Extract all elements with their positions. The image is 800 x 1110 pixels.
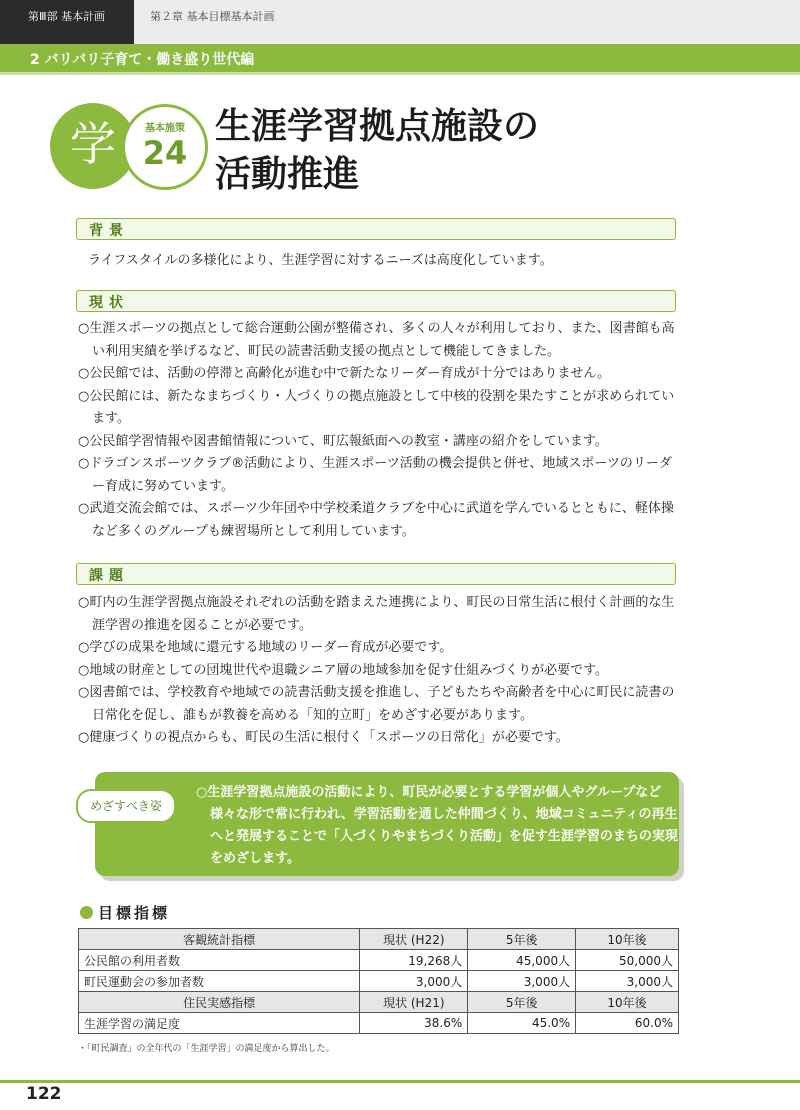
footer-divider xyxy=(0,1080,800,1083)
list-item: ○公民館には、新たなまちづくり・人づくりの拠点施設として中核的役割を果たすことが求められています。 xyxy=(78,388,675,426)
table-cell: 45,000人 xyxy=(468,950,576,971)
list-item: ○地域の財産としての団塊世代や退職シニア層の地域参加を促す仕組みづくりが必要です。 xyxy=(78,662,609,678)
section-title: 2 バリバリ子育て・働き盛り世代編 xyxy=(30,52,255,68)
title-line-2: 活動推進 xyxy=(215,154,360,195)
table-cell: 3,000人 xyxy=(468,971,576,992)
list-item: ○公民館学習情報や図書館情報について、町広報紙面への教室・講座の紹介をしています。 xyxy=(78,433,608,449)
list-item: ○生涯スポーツの拠点として総合運動公園が整備され、多くの人々が利用しており、また、図書館も高い利用実績を挙げるなど、町民の読書活動支援の拠点として機能してきました。 xyxy=(78,321,675,359)
table-cell: 60.0% xyxy=(576,1013,679,1034)
current-heading: 現状 xyxy=(89,295,129,311)
table-cell: 町民運動会の参加者数 xyxy=(79,971,360,992)
table-cell: 3,000人 xyxy=(576,971,679,992)
title-line-1: 生涯学習拠点施設の xyxy=(215,106,540,147)
indicators-title: 目標指標 xyxy=(98,904,171,922)
list-item: ○公民館では、活動の停滞と高齢化が進む中で新たなリーダー育成が十分ではありません。 xyxy=(78,366,611,381)
table-header-cell: 5年後 xyxy=(468,992,576,1013)
table-row xyxy=(79,1013,679,1034)
table-header-cell: 現状 (H22) xyxy=(360,929,468,950)
background-text: ライフスタイルの多様化により、生涯学習に対するニーズは高度化しています。 xyxy=(88,253,553,268)
table-row xyxy=(79,971,679,992)
issues-heading-box xyxy=(76,563,676,585)
chapter-label: 第２章 基本目標基本計画 xyxy=(150,10,275,23)
table-header-row xyxy=(79,929,679,950)
table-cell: 45.0% xyxy=(468,1013,576,1034)
current-heading-box xyxy=(76,290,676,312)
table-header-cell: 現状 (H21) xyxy=(360,992,468,1013)
background-heading-box xyxy=(76,218,676,240)
page-title xyxy=(215,103,539,199)
table-header-cell: 10年後 xyxy=(576,929,679,950)
goal-text: ○生涯学習拠点施設の活動により、町民が必要とする学習が個人やグループなど様々な形で常に行われ、学習活動を通した仲間づくり、地域コミュニティの再生へと発展することで「人づくりやまちづくり活動」を促す生涯学習のまちの実現をめざします。 xyxy=(196,785,678,866)
issues-list xyxy=(78,592,682,750)
list-item: ○武道交流会館では、スポーツ少年団や中学校柔道クラブを中心に武道を学んでいるとともに、軽体操など多くのグループも練習場所として利用しています。 xyxy=(78,501,674,539)
page-number: 122 xyxy=(26,1084,62,1104)
table-cell: 生涯学習の満足度 xyxy=(79,1013,360,1034)
part-label: 第Ⅲ部 基本計画 xyxy=(28,10,106,23)
issues-heading: 課題 xyxy=(89,568,129,584)
list-item: ○町内の生涯学習拠点施設それぞれの活動を踏まえた連携により、町民の日常生活に根付く計画的な生涯学習の推進を図ることが必要です。 xyxy=(78,595,675,633)
table-header-cell: 10年後 xyxy=(576,992,679,1013)
list-item: ○ドラゴンスポーツクラブ®活動により、生涯スポーツ活動の機会提供と併せ、地域スポーツのリーダー育成に努めています。 xyxy=(78,456,672,494)
goal-tag: めざすべき姿 xyxy=(76,789,176,823)
table-row xyxy=(79,950,679,971)
table-header-row xyxy=(79,992,679,1013)
list-item: ○図書館では、学校教育や地域での読書活動支援を推進し、子どもたちや高齢者を中心に町民に読書の日常化を促し、誰もが教養を高める「知的立町」をめざす必要があります。 xyxy=(78,685,675,723)
table-cell: 38.6% xyxy=(360,1013,468,1034)
footnote: ・「町民調査」の全年代の「生涯学習」の満足度から算出した。 xyxy=(78,1044,335,1054)
policy-number: 24 xyxy=(142,134,188,172)
section-divider xyxy=(0,72,800,75)
list-item: ○学びの成果を地域に還元する地域のリーダー育成が必要です。 xyxy=(78,640,453,655)
indicators-table xyxy=(78,928,679,1034)
table-header-cell: 住民実感指標 xyxy=(79,992,360,1013)
background-heading: 背景 xyxy=(89,223,129,239)
table-cell: 50,000人 xyxy=(576,950,679,971)
category-char: 学 xyxy=(70,117,116,171)
current-list xyxy=(78,318,682,543)
bullet-dot-icon xyxy=(80,906,93,919)
table-cell: 3,000人 xyxy=(360,971,468,992)
table-header-cell: 5年後 xyxy=(468,929,576,950)
policy-label: 基本施策 xyxy=(145,123,185,134)
table-cell: 19,268人 xyxy=(360,950,468,971)
table-header-cell: 客観統計指標 xyxy=(79,929,360,950)
list-item: ○健康づくりの視点からも、町民の生活に根付く「スポーツの日常化」が必要です。 xyxy=(78,730,569,745)
table-cell: 公民館の利用者数 xyxy=(79,950,360,971)
